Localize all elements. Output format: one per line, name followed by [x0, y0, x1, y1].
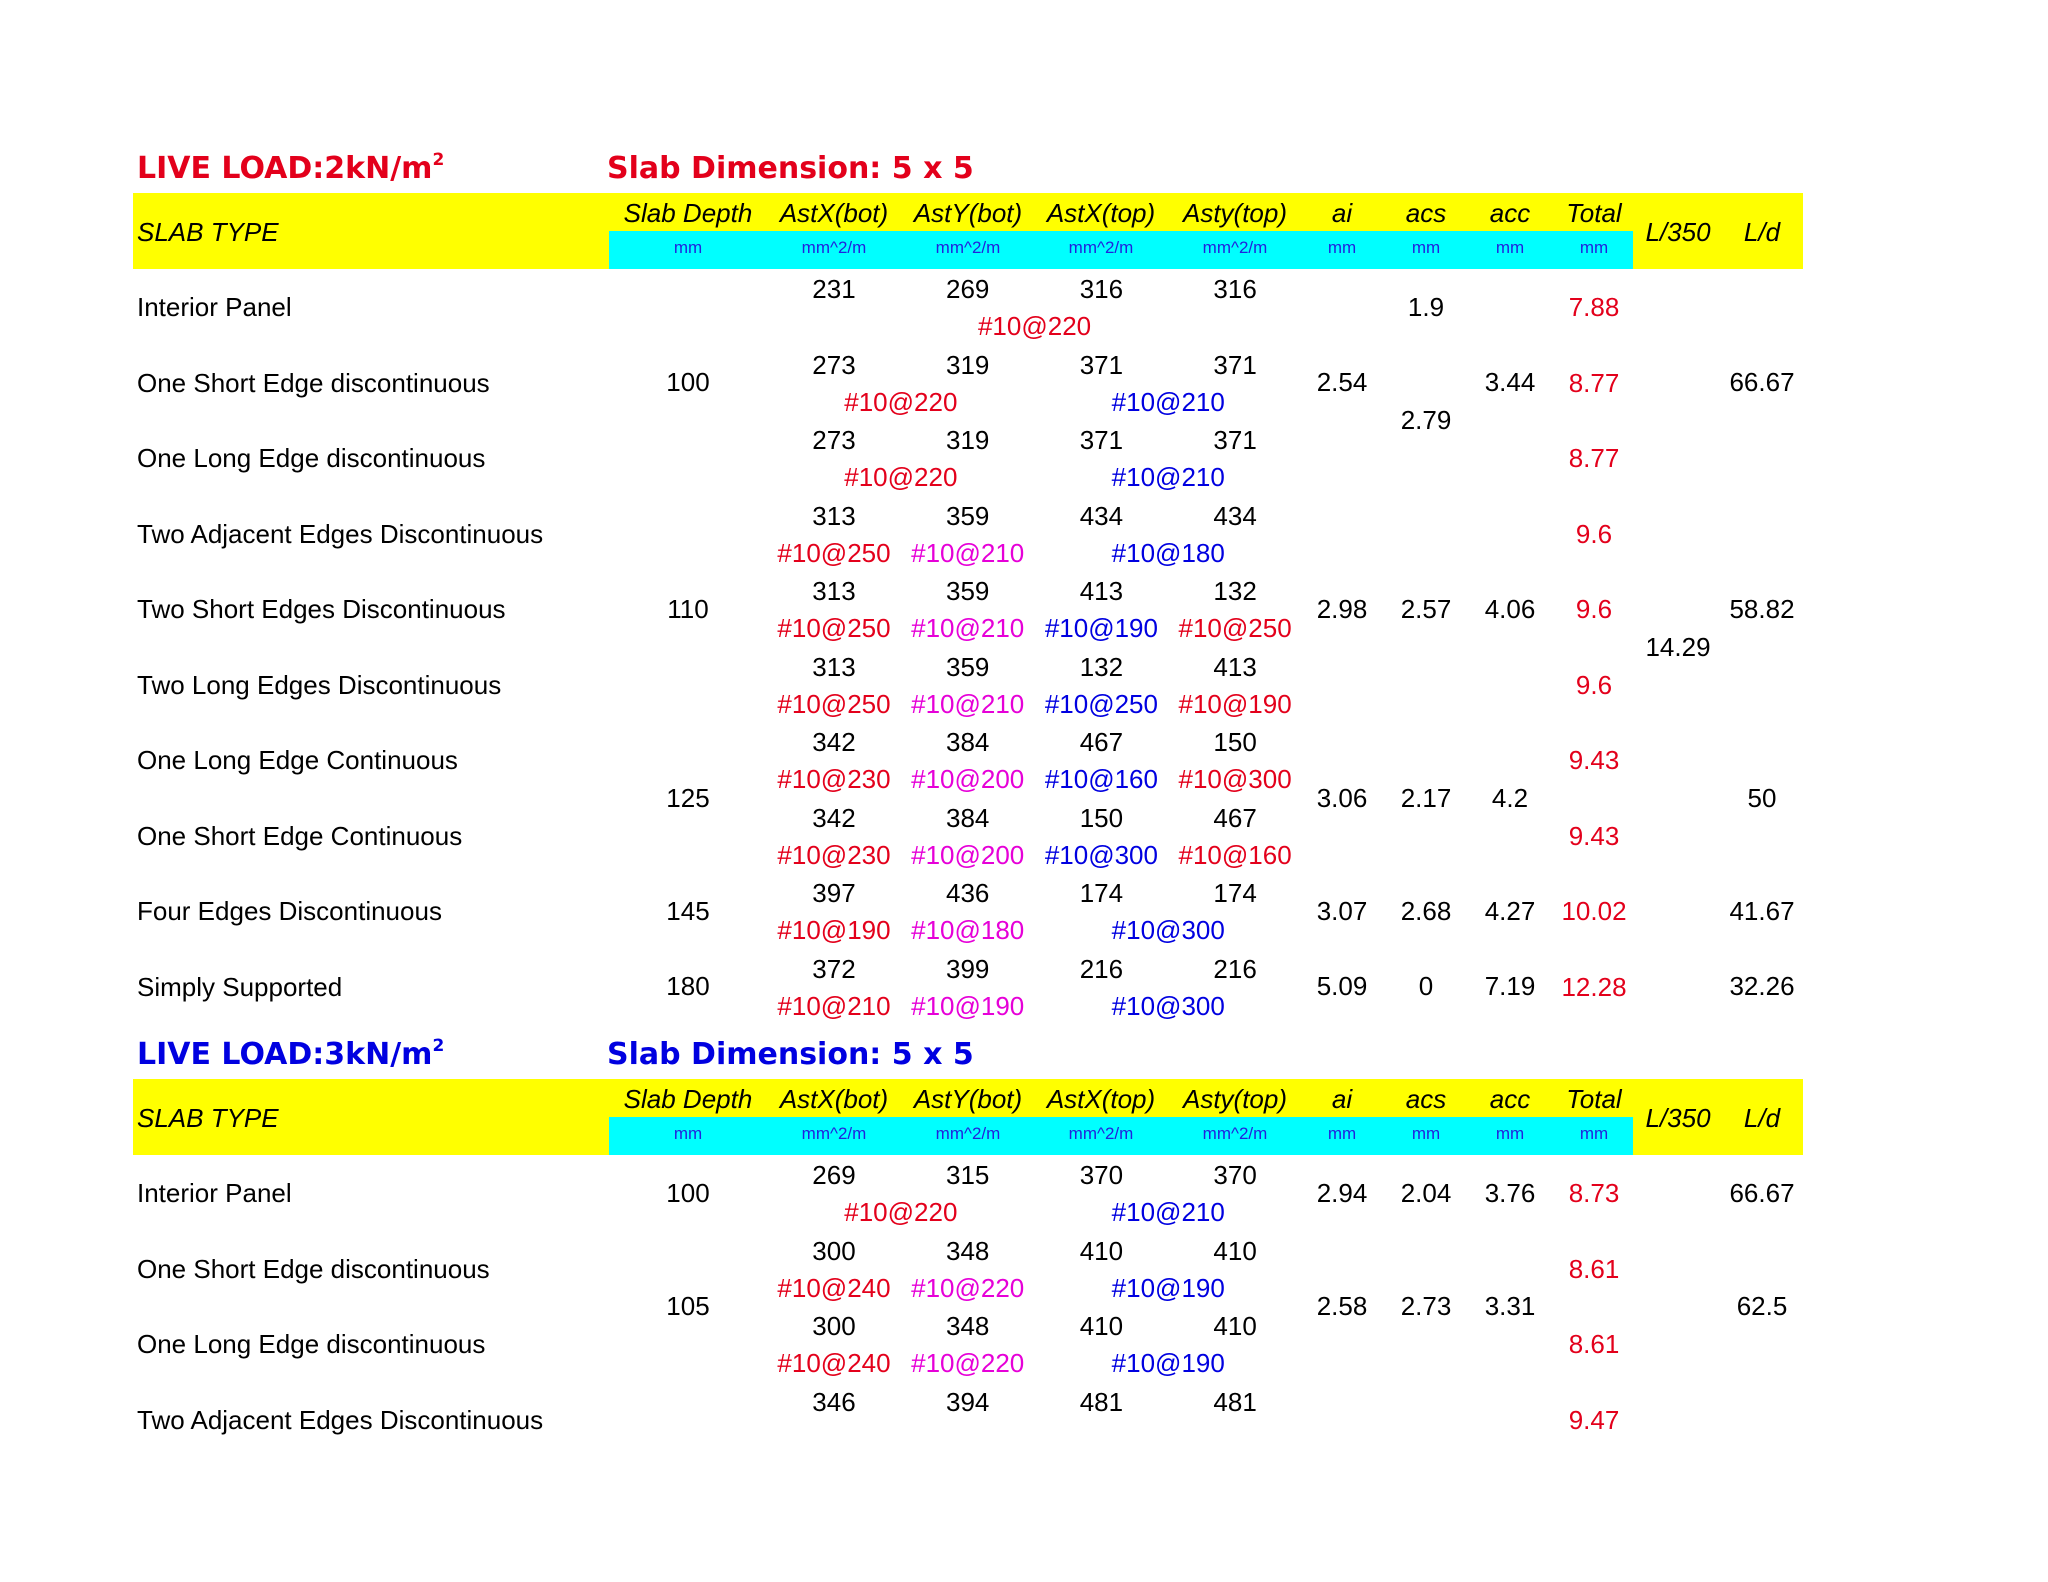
steel-area-value: 313 — [812, 576, 856, 606]
depth-value: 125 — [666, 782, 710, 813]
steel-area-value: 371 — [1079, 425, 1124, 455]
slab-type-label: Interior Panel — [137, 1178, 292, 1208]
column-unit: mm^2/m — [1202, 1124, 1268, 1143]
total-deflection-value: 10.02 — [1561, 896, 1627, 926]
rebar-spacing-label: #10@210 — [911, 613, 1025, 643]
rebar-spacing-label: #10@210 — [1111, 462, 1225, 492]
depth-value: 110 — [667, 593, 709, 624]
column-header: Total — [1566, 1084, 1622, 1114]
steel-area-value: 273 — [812, 349, 856, 380]
ld-header: L/d — [1743, 1103, 1781, 1133]
slab-dimension-title: Slab Dimension: 5 x 5 — [607, 151, 974, 186]
steel-area-value: 399 — [945, 953, 990, 984]
ld-value: 66.67 — [1729, 367, 1795, 398]
steel-area-value: 313 — [812, 500, 856, 531]
column-unit: mm — [1495, 1124, 1525, 1143]
slab-type-label: One Long Edge Continuous — [137, 745, 458, 775]
steel-area-value: 150 — [1079, 802, 1124, 833]
depth-value: 100 — [666, 367, 710, 398]
total-deflection-value: 9.6 — [1575, 518, 1613, 549]
rebar-spacing-label: #10@180 — [911, 915, 1025, 945]
steel-area-value: 300 — [812, 1311, 856, 1341]
ai-value: 3.07 — [1316, 895, 1368, 926]
total-deflection-value: 12.28 — [1561, 971, 1627, 1002]
steel-area-value: 413 — [1079, 576, 1124, 606]
steel-area-value: 394 — [945, 1386, 990, 1417]
ld-value: 32.26 — [1729, 971, 1795, 1002]
live-load-title — [137, 150, 445, 186]
steel-area-value: 231 — [812, 274, 856, 304]
steel-area-value: 342 — [812, 727, 856, 757]
steel-area-value: 150 — [1213, 727, 1257, 757]
column-header: AstX(top) — [1046, 198, 1156, 228]
rebar-spacing-label: #10@190 — [1178, 688, 1292, 719]
steel-area-value: 132 — [1079, 651, 1124, 682]
rebar-spacing-label: #10@300 — [1178, 764, 1292, 794]
rebar-spacing-label: #10@200 — [911, 839, 1025, 870]
steel-area-value: 174 — [1079, 878, 1124, 908]
rebar-spacing-label: #10@300 — [1111, 990, 1225, 1021]
column-header: ai — [1331, 1084, 1353, 1114]
column-unit: mm — [1579, 1124, 1609, 1143]
steel-area-value: 481 — [1079, 1386, 1124, 1417]
column-unit: mm — [1327, 238, 1357, 257]
column-header: Slab Depth — [623, 198, 753, 228]
rebar-spacing-label: #10@250 — [777, 613, 891, 643]
l350-header: L/350 — [1645, 217, 1711, 247]
acs-value: 2.57 — [1400, 593, 1452, 624]
column-header: AstY(bot) — [913, 1084, 1023, 1114]
steel-area-value: 316 — [1213, 274, 1257, 304]
slab-type-label: Two Adjacent Edges Discontinuous — [137, 1404, 544, 1435]
unit-exponent: 2 — [432, 150, 445, 170]
live-load-text: LIVE LOAD:3kN/m — [137, 1037, 433, 1072]
rebar-spacing-label: #10@250 — [777, 688, 891, 719]
column-header: Asty(top) — [1182, 198, 1288, 228]
total-deflection-value: 9.43 — [1568, 820, 1620, 851]
rebar-spacing-label: #10@300 — [1111, 915, 1225, 945]
column-header: Total — [1566, 198, 1622, 228]
rebar-spacing-label: #10@250 — [1178, 613, 1292, 643]
rebar-spacing-label: #10@210 — [1111, 1197, 1225, 1227]
rebar-spacing-label: #10@240 — [777, 1348, 891, 1378]
acs-value: 2.73 — [1400, 1291, 1452, 1321]
slab-type-label: One Short Edge discontinuous — [137, 1253, 490, 1284]
acs-value: 2.04 — [1400, 1177, 1452, 1208]
steel-area-value: 313 — [812, 651, 856, 682]
ai-value: 5.09 — [1316, 971, 1368, 1002]
rebar-spacing-label: #10@210 — [1111, 386, 1225, 417]
rebar-spacing-label: #10@190 — [1111, 1348, 1225, 1378]
rebar-spacing-label: #10@160 — [1178, 839, 1292, 870]
acc-value: 3.31 — [1484, 1291, 1536, 1321]
acc-value: 4.2 — [1491, 782, 1529, 813]
ld-value: 50 — [1747, 782, 1777, 813]
slab-type-label: Two Adjacent Edges Discontinuous — [137, 518, 544, 549]
steel-area-value: 269 — [945, 274, 990, 304]
rebar-spacing-label: #10@190 — [911, 990, 1025, 1021]
ld-value: 58.82 — [1729, 593, 1795, 624]
slab-type-label: One Short Edge discontinuous — [137, 367, 490, 398]
rebar-spacing-label: #10@300 — [1044, 839, 1158, 870]
column-header: AstY(bot) — [913, 198, 1023, 228]
ai-value: 2.58 — [1316, 1291, 1368, 1321]
depth-value: 145 — [666, 895, 710, 926]
steel-area-value: 410 — [1079, 1311, 1124, 1341]
slab-type-label: One Short Edge Continuous — [137, 820, 463, 851]
column-unit: mm^2/m — [1202, 238, 1268, 257]
steel-area-value: 371 — [1213, 349, 1257, 380]
slab-type-label: One Long Edge discontinuous — [137, 443, 486, 473]
steel-area-value: 319 — [945, 349, 990, 380]
rebar-spacing-label: #10@220 — [844, 1197, 958, 1227]
acc-value: 4.27 — [1484, 895, 1536, 926]
total-deflection-value: 8.61 — [1568, 1329, 1620, 1359]
ai-value: 2.54 — [1316, 367, 1368, 398]
column-unit: mm — [673, 238, 703, 257]
rebar-spacing-label: #10@240 — [777, 1272, 891, 1303]
steel-area-value: 359 — [945, 500, 990, 531]
column-unit: mm — [1411, 1124, 1441, 1143]
column-unit: mm^2/m — [935, 238, 1001, 257]
steel-area-value: 410 — [1213, 1235, 1257, 1266]
column-unit: mm — [1495, 238, 1525, 257]
acs-value: 2.17 — [1400, 782, 1452, 813]
ld-value: 62.5 — [1736, 1291, 1788, 1321]
column-header: acc — [1489, 1084, 1531, 1114]
acc-value: 3.76 — [1484, 1177, 1536, 1208]
rebar-spacing-label: #10@200 — [911, 764, 1025, 794]
rebar-spacing-label: #10@190 — [777, 915, 891, 945]
column-header: AstX(top) — [1046, 1084, 1156, 1114]
depth-value: 180 — [666, 971, 710, 1002]
acs-value: 0 — [1418, 971, 1434, 1002]
l350-header: L/350 — [1645, 1103, 1711, 1133]
rebar-spacing-label: #10@190 — [1044, 613, 1158, 643]
rebar-spacing-label: #10@220 — [844, 462, 958, 492]
rebar-spacing-label: #10@180 — [1111, 537, 1225, 568]
rebar-spacing-label: #10@210 — [777, 990, 891, 1021]
live-load-text: LIVE LOAD:2kN/m — [137, 151, 433, 186]
depth-value: 105 — [666, 1291, 710, 1321]
steel-area-value: 370 — [1213, 1160, 1257, 1190]
steel-area-value: 359 — [945, 651, 990, 682]
steel-area-value: 434 — [1213, 500, 1257, 531]
steel-area-value: 319 — [945, 425, 990, 455]
acs-value: 2.79 — [1400, 405, 1452, 435]
steel-area-value: 372 — [812, 953, 856, 984]
ai-value: 2.98 — [1316, 593, 1368, 624]
slab-type-label: One Long Edge discontinuous — [137, 1329, 486, 1359]
column-header: Slab Depth — [623, 1084, 753, 1114]
total-deflection-value: 8.77 — [1568, 367, 1620, 398]
ld-value: 66.67 — [1729, 1177, 1795, 1208]
column-unit: mm — [673, 1124, 703, 1143]
steel-area-value: 467 — [1213, 802, 1257, 833]
column-header: ai — [1331, 198, 1353, 228]
steel-area-value: 397 — [812, 878, 856, 908]
rebar-spacing-label: #10@230 — [777, 839, 891, 870]
steel-area-value: 132 — [1213, 576, 1257, 606]
live-load-title — [137, 1036, 445, 1072]
column-header: acs — [1405, 1084, 1447, 1114]
steel-area-value: 410 — [1079, 1235, 1124, 1266]
column-unit: mm — [1411, 238, 1441, 257]
steel-area-value: 370 — [1079, 1160, 1124, 1190]
slab-type-label: Two Short Edges Discontinuous — [137, 594, 506, 624]
steel-area-value: 481 — [1213, 1386, 1257, 1417]
steel-area-value: 467 — [1079, 727, 1124, 757]
column-header: AstX(bot) — [779, 198, 889, 228]
column-header: Asty(top) — [1182, 1084, 1288, 1114]
slab-type-label: Two Long Edges Discontinuous — [137, 669, 502, 700]
acs-value: 2.68 — [1400, 895, 1452, 926]
steel-area-value: 371 — [1079, 349, 1124, 380]
column-unit: mm^2/m — [801, 1124, 867, 1143]
steel-area-value: 216 — [1213, 953, 1257, 984]
rebar-spacing-label: #10@250 — [777, 537, 891, 568]
acs-value: 1.9 — [1407, 291, 1445, 322]
total-deflection-value: 9.47 — [1568, 1404, 1620, 1435]
column-unit: mm^2/m — [935, 1124, 1001, 1143]
slab-type-label: Four Edges Discontinuous — [137, 896, 442, 926]
steel-area-value: 216 — [1079, 953, 1124, 984]
slab-type-header: SLAB TYPE — [137, 1103, 279, 1133]
steel-area-value: 315 — [945, 1160, 990, 1190]
column-unit: mm^2/m — [801, 238, 867, 257]
acc-value: 3.44 — [1484, 367, 1536, 398]
total-deflection-value: 8.77 — [1568, 443, 1620, 473]
steel-area-value: 346 — [812, 1386, 856, 1417]
steel-area-value: 384 — [945, 802, 990, 833]
rebar-spacing-label: #10@190 — [1111, 1272, 1225, 1303]
rebar-spacing-label: #10@210 — [911, 688, 1025, 719]
steel-area-value: 384 — [945, 727, 990, 757]
column-unit: mm^2/m — [1068, 1124, 1134, 1143]
rebar-spacing-label: #10@220 — [977, 311, 1092, 341]
steel-area-value: 359 — [945, 576, 990, 606]
column-header: acc — [1489, 198, 1531, 228]
total-deflection-value: 8.61 — [1568, 1253, 1620, 1284]
steel-area-value: 342 — [812, 802, 856, 833]
column-unit: mm — [1327, 1124, 1357, 1143]
ai-value: 3.06 — [1316, 782, 1368, 813]
l350-value: 14.29 — [1645, 631, 1711, 662]
ai-value: 2.94 — [1316, 1177, 1368, 1208]
column-header: AstX(bot) — [779, 1084, 889, 1114]
steel-area-value: 436 — [945, 878, 990, 908]
column-header: acs — [1405, 198, 1447, 228]
total-deflection-value: 9.43 — [1568, 745, 1620, 775]
slab-type-label: Interior Panel — [137, 292, 292, 322]
total-deflection-value: 7.88 — [1568, 292, 1620, 322]
total-deflection-value: 8.73 — [1568, 1178, 1620, 1208]
steel-area-value: 348 — [945, 1235, 990, 1266]
slab-type-header: SLAB TYPE — [137, 217, 279, 247]
slab-dimension-title: Slab Dimension: 5 x 5 — [607, 1037, 974, 1072]
column-unit: mm — [1579, 238, 1609, 257]
steel-area-value: 413 — [1213, 651, 1257, 682]
steel-area-value: 174 — [1213, 878, 1257, 908]
rebar-spacing-label: #10@250 — [1044, 688, 1158, 719]
steel-area-value: 371 — [1213, 425, 1257, 455]
rebar-spacing-label: #10@160 — [1044, 764, 1158, 794]
steel-area-value: 269 — [812, 1160, 856, 1190]
steel-area-value: 300 — [812, 1235, 856, 1266]
total-deflection-value: 9.6 — [1575, 594, 1613, 624]
steel-area-value: 348 — [945, 1311, 990, 1341]
steel-area-value: 316 — [1079, 274, 1124, 304]
ld-header: L/d — [1743, 217, 1781, 247]
steel-area-value: 434 — [1079, 500, 1124, 531]
ld-value: 41.67 — [1729, 895, 1795, 926]
total-deflection-value: 9.6 — [1575, 669, 1613, 700]
depth-value: 100 — [666, 1177, 710, 1208]
unit-exponent: 2 — [432, 1036, 445, 1056]
acc-value: 4.06 — [1484, 593, 1536, 624]
acc-value: 7.19 — [1484, 971, 1536, 1002]
steel-area-value: 273 — [812, 425, 856, 455]
slab-type-label: Simply Supported — [137, 971, 343, 1002]
rebar-spacing-label: #10@220 — [911, 1272, 1025, 1303]
rebar-spacing-label: #10@220 — [844, 386, 958, 417]
rebar-spacing-label: #10@210 — [911, 537, 1025, 568]
rebar-spacing-label: #10@220 — [911, 1348, 1025, 1378]
column-unit: mm^2/m — [1068, 238, 1134, 257]
steel-area-value: 410 — [1213, 1311, 1257, 1341]
rebar-spacing-label: #10@230 — [777, 764, 891, 794]
